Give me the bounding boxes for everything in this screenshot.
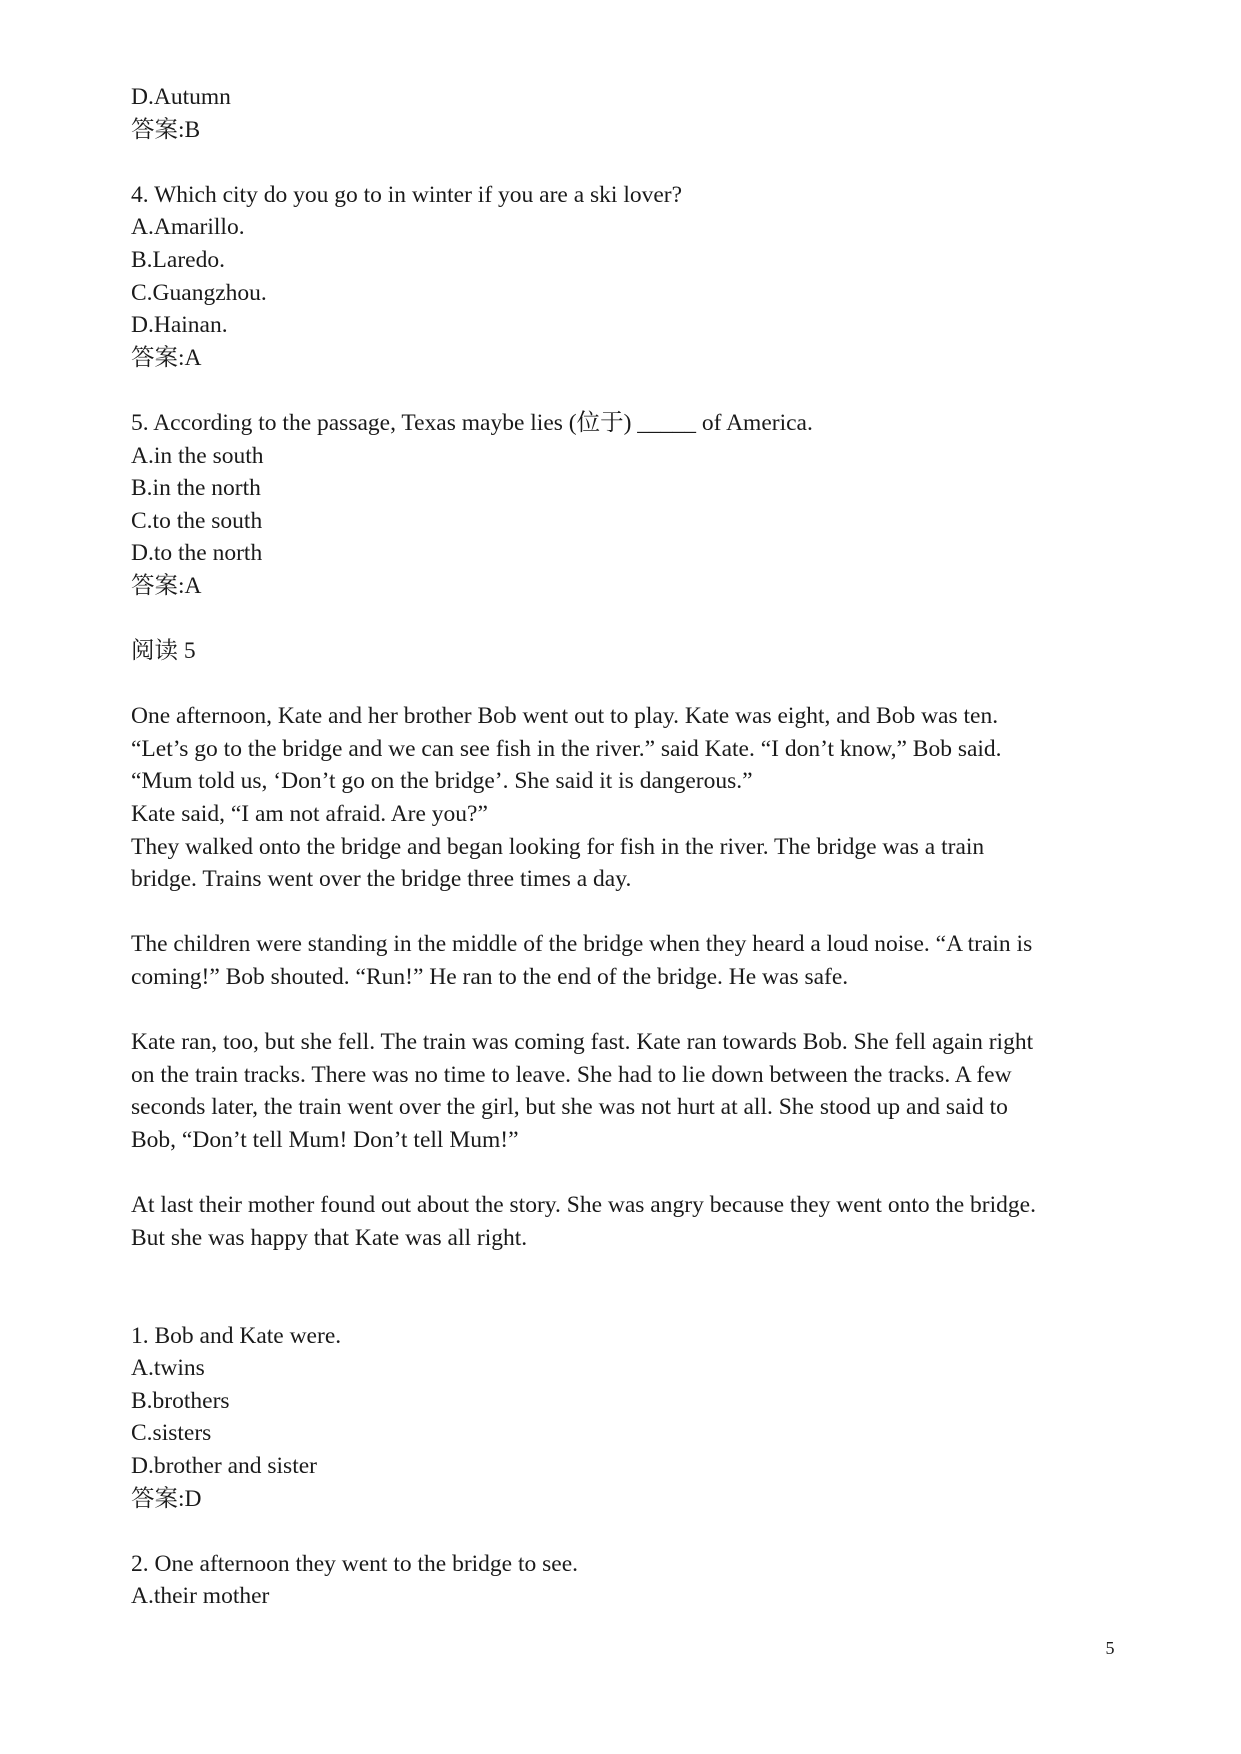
question-1: 1. Bob and Kate were. — [131, 1322, 342, 1349]
question-5: 5. According to the passage, Texas maybe lies (位于) _____ of America. — [131, 409, 813, 436]
passage-line: Kate said, “I am not afraid. Are you?” — [131, 801, 488, 828]
question-4: 4. Which city do you go to in winter if you are a ski lover? — [131, 181, 683, 208]
passage-line: bridge. Trains went over the bridge three times a day. — [131, 866, 632, 893]
passage-paragraph-2 — [131, 928, 1111, 993]
option-d: D.brother and sister — [131, 1452, 317, 1479]
option-b: B.brothers — [131, 1387, 230, 1414]
option-b: B.Laredo. — [131, 246, 225, 273]
question-2: 2. One afternoon they went to the bridge to see. — [131, 1550, 579, 1577]
passage-paragraph-1 — [131, 700, 1111, 896]
option-a: A.Amarillo. — [131, 214, 245, 241]
option-c: C.Guangzhou. — [131, 279, 267, 306]
option-a: A.their mother — [131, 1583, 270, 1610]
option-d: D.Hainan. — [131, 312, 228, 339]
passage-line: They walked onto the bridge and began looking for fish in the river. The bridge was a train — [131, 833, 985, 860]
option-c: C.to the south — [131, 507, 263, 534]
option-d: D.Autumn — [131, 84, 231, 110]
answer-line: 答案:A — [131, 572, 202, 599]
passage-line: “Let’s go to the bridge and we can see fish in the river.” said Kate. “I don’t know,” Bob said. — [131, 735, 1002, 762]
passage-line: But she was happy that Kate was all right. — [131, 1224, 528, 1251]
passage-paragraph-3 — [131, 1026, 1111, 1156]
passage-line: The children were standing in the middle of the bridge when they heard a loud noise. “A train is — [131, 931, 1033, 958]
passage-line: “Mum told us, ‘Don’t go on the bridge’. She said it is dangerous.” — [131, 768, 753, 795]
passage-line: on the train tracks. There was no time to leave. She had to lie down between the tracks. A few — [131, 1061, 1012, 1088]
page-number: 5 — [1105, 1638, 1115, 1658]
option-b: B.in the north — [131, 475, 261, 502]
passage-line: At last their mother found out about the story. She was angry because they went onto the bridge. — [131, 1192, 1036, 1219]
option-d: D.to the north — [131, 540, 263, 567]
passage-line: seconds later, the train went over the girl, but she was not hurt at all. She stood up and said to — [131, 1094, 1008, 1121]
passage-line: Bob, “Don’t tell Mum! Don’t tell Mum!” — [131, 1127, 519, 1153]
passage-paragraph-4 — [131, 1189, 1111, 1254]
answer-line: 答案:A — [131, 344, 202, 371]
page-content — [131, 81, 1111, 1613]
passage-line: One afternoon, Kate and her brother Bob went out to play. Kate was eight, and Bob was ten. — [131, 703, 999, 730]
option-a: A.twins — [131, 1355, 205, 1382]
passage-line: coming!” Bob shouted. “Run!” He ran to the end of the bridge. He was safe. — [131, 964, 849, 991]
section-heading: 阅读 5 — [131, 638, 196, 665]
passage-line: Kate ran, too, but she fell. The train was coming fast. Kate ran towards Bob. She fell again right — [131, 1029, 1034, 1056]
option-c: C.sisters — [131, 1420, 212, 1447]
answer-line: 答案:D — [131, 1485, 202, 1512]
option-a: A.in the south — [131, 442, 264, 469]
answer-line: 答案:B — [131, 116, 201, 143]
